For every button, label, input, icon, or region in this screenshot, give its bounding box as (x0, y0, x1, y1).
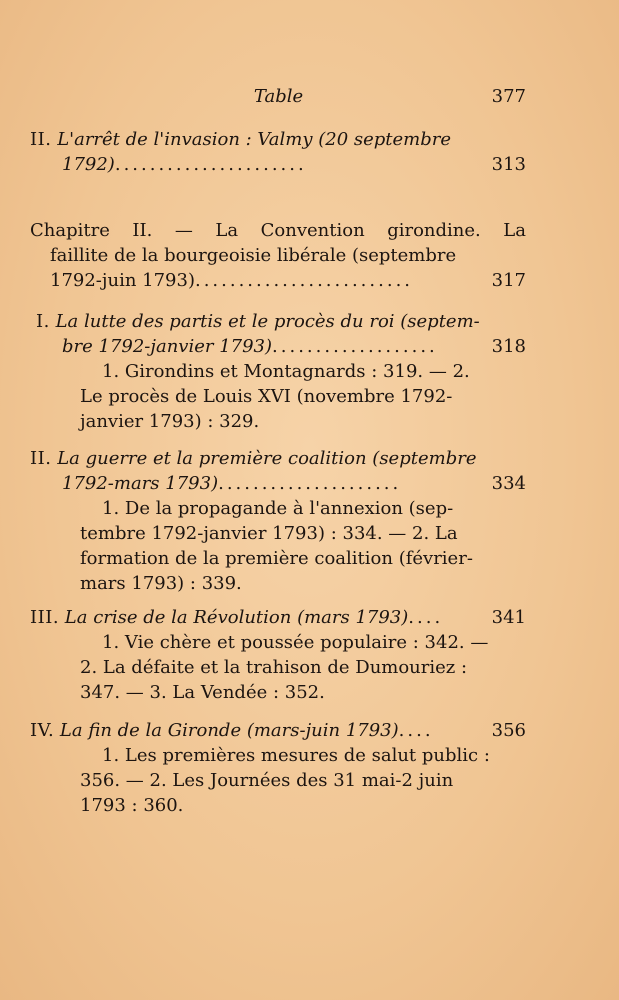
section-number: II. (30, 448, 52, 469)
subentries: 1. Vie chère et poussée populaire : 342. — (102, 632, 489, 653)
chapter-heading: Chapitre II. — La Convention girondine. La (30, 220, 526, 241)
running-title: Table (253, 86, 304, 107)
entry-title: La lutte des partis et le procès du roi (septem- (55, 311, 480, 332)
subentries: janvier 1793) : 329. (80, 411, 260, 432)
section-number: I. (36, 311, 50, 332)
toc-entry-lutte-des-partis (30, 309, 526, 434)
page-number: 377 (491, 86, 526, 107)
toc-entry-fin-gironde (30, 718, 526, 818)
entry-title: La guerre et la première coalition (septembre (57, 448, 477, 469)
entry-page: 334 (491, 473, 526, 494)
toc-entry-crise-revolution (30, 605, 526, 705)
section-number: III. (30, 607, 60, 628)
entry-title-cont: 1792) (62, 154, 115, 175)
entry-page: 341 (491, 607, 526, 628)
leader-dots: ...................... (114, 154, 307, 175)
entry-page: 317 (491, 270, 526, 291)
chapter-heading-cont: faillite de la bourgeoisie libérale (septembre (50, 245, 457, 266)
entry-title: La crise de la Révolution (mars 1793) (64, 607, 409, 628)
leader-dots: ................... (272, 336, 438, 357)
toc-entry-guerre-coalition (30, 446, 526, 596)
entry-title-cont: bre 1792-janvier 1793) (62, 336, 273, 357)
toc-entry-valmy (30, 127, 526, 177)
subentries: mars 1793) : 339. (80, 573, 242, 594)
entry-title: La fin de la Gironde (mars-juin 1793) (59, 720, 399, 741)
subentries: 1. Les premières mesures de salut public : (102, 745, 490, 766)
running-header (30, 86, 527, 112)
leader-dots: .... (408, 607, 444, 628)
chapter-heading-cont: 1792-juin 1793) (50, 270, 195, 291)
subentries: 347. — 3. La Vendée : 352. (80, 682, 325, 703)
subentries: formation de la première coalition (février- (80, 548, 473, 569)
subentries: 2. La défaite et la trahison de Dumouriez : (80, 657, 468, 678)
entry-title-cont: 1792-mars 1793) (62, 473, 219, 494)
entry-page: 356 (491, 720, 526, 741)
subentries: Le procès de Louis XVI (novembre 1792- (80, 386, 453, 407)
entry-page: 318 (491, 336, 526, 357)
entry-title: L'arrêt de l'invasion : Valmy (20 septembre (57, 129, 452, 150)
subentries: 356. — 2. Les Journées des 31 mai-2 juin (80, 770, 454, 791)
subentries: 1. De la propagande à l'annexion (sep- (102, 498, 454, 519)
subentries: 1. Girondins et Montagnards : 319. — 2. (102, 361, 470, 382)
leader-dots: ......................... (194, 270, 414, 291)
subentries: tembre 1792-janvier 1793) : 334. — 2. La (80, 523, 458, 544)
toc-entry-chapitre-ii (30, 218, 526, 293)
subentries: 1793 : 360. (80, 795, 184, 816)
leader-dots: .... (398, 720, 434, 741)
section-number: II. (30, 129, 52, 150)
leader-dots: ..................... (218, 473, 402, 494)
section-number: IV. (30, 720, 55, 741)
entry-page: 313 (491, 154, 526, 175)
